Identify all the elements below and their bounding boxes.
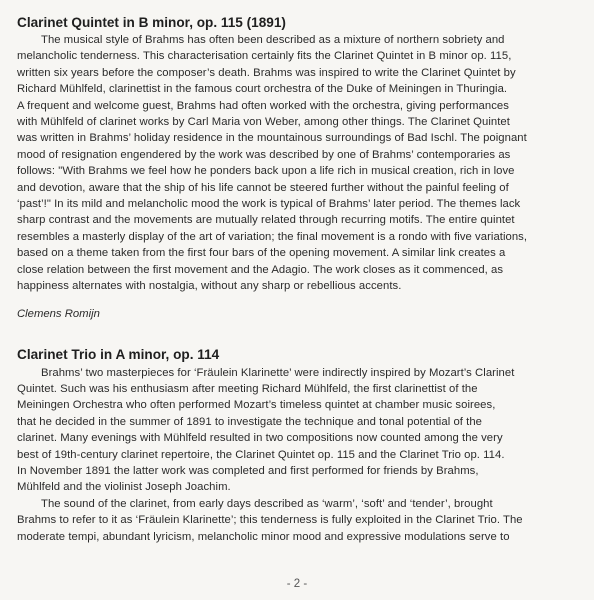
text-line: happiness alternates with nostalgia, without any sharp or rebellious accents. — [17, 280, 402, 293]
text-line: The sound of the clarinet, from early days described as ‘warm’, ‘soft’ and ‘tender’, brought — [41, 497, 493, 510]
text-line: Mühlfeld and the violinist Joseph Joachim. — [17, 481, 231, 494]
text-line: A frequent and welcome guest, Brahms had often worked with the orchestra, giving performances — [17, 99, 509, 112]
text-line: with Mühlfeld of clarinet works by Carl Maria von Weber, among other things. The Clarinet Quintet — [17, 116, 510, 129]
text-line: and devotion, aware that the ship of his life cannot be steered further without the painful feeling of — [17, 181, 509, 194]
text-line: close relation between the first movement and the Adagio. The work closes as it commenced, as — [17, 263, 504, 276]
section-title-quintet: Clarinet Quintet in B minor, op. 115 (1891) — [17, 15, 286, 30]
text-line: Quintet. Such was his enthusiasm after meeting Richard Mühlfeld, the first clarinettist of the — [17, 382, 478, 395]
section-clarinet-quintet — [17, 14, 572, 322]
text-line: mood of resignation engendered by the work was described by one of Brahms’ contemporaries as — [17, 148, 511, 161]
text-line: clarinet. Many evenings with Mühlfeld resulted in two compositions now counted among the very — [17, 432, 503, 445]
text-line: that he decided in the summer of 1891 to investigate the technique and tonal potential of the — [17, 415, 483, 428]
text-line: moderate tempi, abundant lyricism, melancholic minor mood and expressive modulations serve to — [17, 530, 510, 543]
text-line: resembles a masterly display of the art of variation; the final movement is a rondo with five variations, — [17, 230, 528, 243]
text-line: follows: "With Brahms we feel how he ponders back upon a life rich in musical creation, rich in love — [17, 165, 515, 178]
page-number: - 2 - — [286, 578, 308, 590]
text-line: written six years before the composer’s death. Brahms was inspired to write the Clarinet Quintet by — [17, 66, 516, 79]
text-line: ‘past’!" In its mild and melancholic mood the work is typical of Brahms’ later period. The themes lack — [17, 198, 521, 211]
text-line: based on a theme taken from the first four bars of the opening movement. A similar link creates a — [17, 247, 506, 260]
trio-paragraph-1 — [17, 365, 572, 496]
text-line: was written in Brahms’ holiday residence in the mountainous surroundings of Bad Ischl. The poignant — [17, 132, 527, 145]
text-line: In November 1891 the latter work was completed and first performed for friends by Brahms, — [17, 464, 479, 477]
text-line: sharp contrast and the movements are mutually related through recurring motifs. The entire quintet — [17, 214, 515, 227]
section-title-trio: Clarinet Trio in A minor, op. 114 — [17, 346, 220, 362]
text-line: Meiningen Orchestra who often performed Mozart’s timeless quintet at chamber music soirees, — [17, 399, 496, 412]
quintet-paragraph — [17, 32, 572, 295]
section-clarinet-trio — [17, 346, 572, 545]
trio-paragraph-2 — [17, 496, 572, 545]
text-line: The musical style of Brahms has often been described as a mixture of northern sobriety and — [41, 34, 505, 46]
text-line: Richard Mühlfeld, clarinettist in the famous court orchestra of the Duke of Meiningen in Thuringia. — [17, 83, 508, 96]
text-line: best of 19th-century clarinet repertoire, the Clarinet Quintet op. 115 and the Clarinet Trio op. 114. — [17, 448, 505, 461]
text-line: Brahms to refer to it as ‘Fräulein Klarinette’; this tenderness is fully exploited in the Clarinet Trio. The — [17, 514, 523, 527]
text-line: melancholic tenderness. This characterisation certainly fits the Clarinet Quintet in B minor op. 115, — [17, 50, 512, 63]
author-signature: Clemens Romijn — [17, 307, 100, 320]
text-line: Brahms’ two masterpieces for ‘Fräulein Klarinette’ were indirectly inspired by Mozart’s Clarinet — [41, 366, 515, 379]
